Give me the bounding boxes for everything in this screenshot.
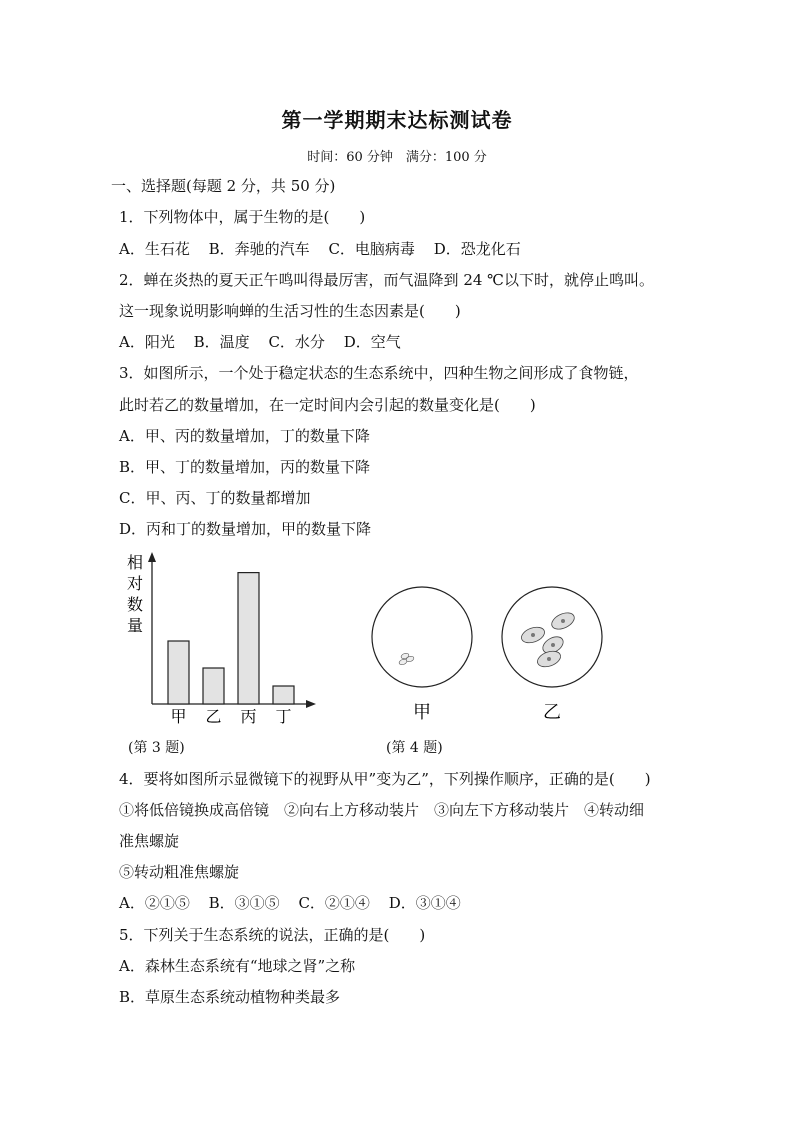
x-tick-label: 甲 [170,707,187,726]
q3-option-b[interactable]: B．甲、丁的数量增加，丙的数量下降 [119,458,371,476]
bar-1 [168,641,189,704]
q4-steps-line1: ①将低倍镜换成高倍镜 ②向右上方移动装片 ③向左下方移动装片 ④转动细 [119,801,645,819]
section-heading: 一、选择题(每题 2 分，共 50 分) [111,177,336,195]
field-jia-label: 甲 [413,702,431,723]
figure-3-caption: (第 3 题) [128,740,185,756]
q5-stem: 5．下列关于生态系统的说法，正确的是( ) [119,926,426,944]
q4-option-d[interactable]: D．③①④ [388,894,461,912]
q3-stem-line2: 此时若乙的数量增加，在一定时间内会引起的数量变化是( ) [119,396,536,414]
x-tick-label: 丁 [275,707,292,726]
q3-stem-line1: 3．如图所示，一个处于稳定状态的生态系统中，四种生物之间形成了食物链， [119,364,639,382]
q2-stem-line1: 2．蝉在炎热的夏天正午鸣叫得最厉害，而气温降到 24 ℃以下时，就停止鸣叫。 [119,271,654,289]
q3-option-c[interactable]: C．甲、丙、丁的数量都增加 [119,489,311,507]
exam-info: 时间：60 分钟 满分：100 分 [307,150,487,165]
q4-option-b[interactable]: B．③①⑤ [208,894,280,912]
bar-2 [203,668,224,704]
bar-4 [273,686,294,704]
field-yi [502,587,602,687]
q2-option-a[interactable]: A．阳光 [119,333,175,351]
y-axis-label [127,553,143,635]
figure-4-microscope-fields [365,580,615,725]
figure-3-bar-chart [110,548,330,733]
q4-steps-line2: 准焦螺旋 [119,832,180,850]
q1-option-b[interactable]: B．奔驰的汽车 [208,240,310,258]
q5-option-a[interactable]: A．森林生态系统有“地球之肾”之称 [119,957,356,975]
q2-options [119,331,415,352]
q1-option-a[interactable]: A．生石花 [119,240,190,258]
q4-option-c[interactable]: C．②①④ [298,894,370,912]
q4-options [119,892,475,913]
q1-option-d[interactable]: D．恐龙化石 [433,240,521,258]
q3-option-a[interactable]: A．甲、丙的数量增加，丁的数量下降 [119,427,370,445]
q3-option-d[interactable]: D．丙和丁的数量增加，甲的数量下降 [119,520,372,538]
field-jia [372,587,472,687]
field-yi-label: 乙 [543,702,561,723]
y-axis-arrow [148,552,156,562]
x-tick-label: 乙 [205,707,222,726]
y-label-char: 数 [126,595,144,614]
figure-4-caption: (第 4 题) [386,740,443,756]
q2-option-b[interactable]: B．温度 [193,333,250,351]
page-title: 第一学期期末达标测试卷 [281,108,513,132]
x-tick-label: 丙 [240,707,257,726]
y-label-char: 量 [126,616,144,635]
q2-option-c[interactable]: C．水分 [268,333,325,351]
q1-option-c[interactable]: C．电脑病毒 [328,240,415,258]
q2-stem-line2: 这一现象说明影响蝉的生活习性的生态因素是( ) [119,302,461,320]
y-label-char: 相 [126,553,144,572]
bar-3 [238,573,259,704]
q1-stem: 1．下列物体中，属于生物的是( ) [119,208,366,226]
cells-small [398,652,414,665]
q4-stem: 4．要将如图所示显微镜下的视野从甲”变为乙”，下列操作顺序，正确的是( ) [119,770,651,788]
q1-options [119,238,535,259]
q4-steps-line3: ⑤转动粗准焦螺旋 [119,863,240,881]
q2-option-d[interactable]: D．空气 [343,333,401,351]
cells-large [519,610,577,670]
y-label-char: 对 [126,574,144,593]
q4-option-a[interactable]: A．②①⑤ [119,894,190,912]
q5-option-b[interactable]: B．草原生态系统动植物种类最多 [119,988,341,1006]
x-axis-arrow [306,700,316,708]
